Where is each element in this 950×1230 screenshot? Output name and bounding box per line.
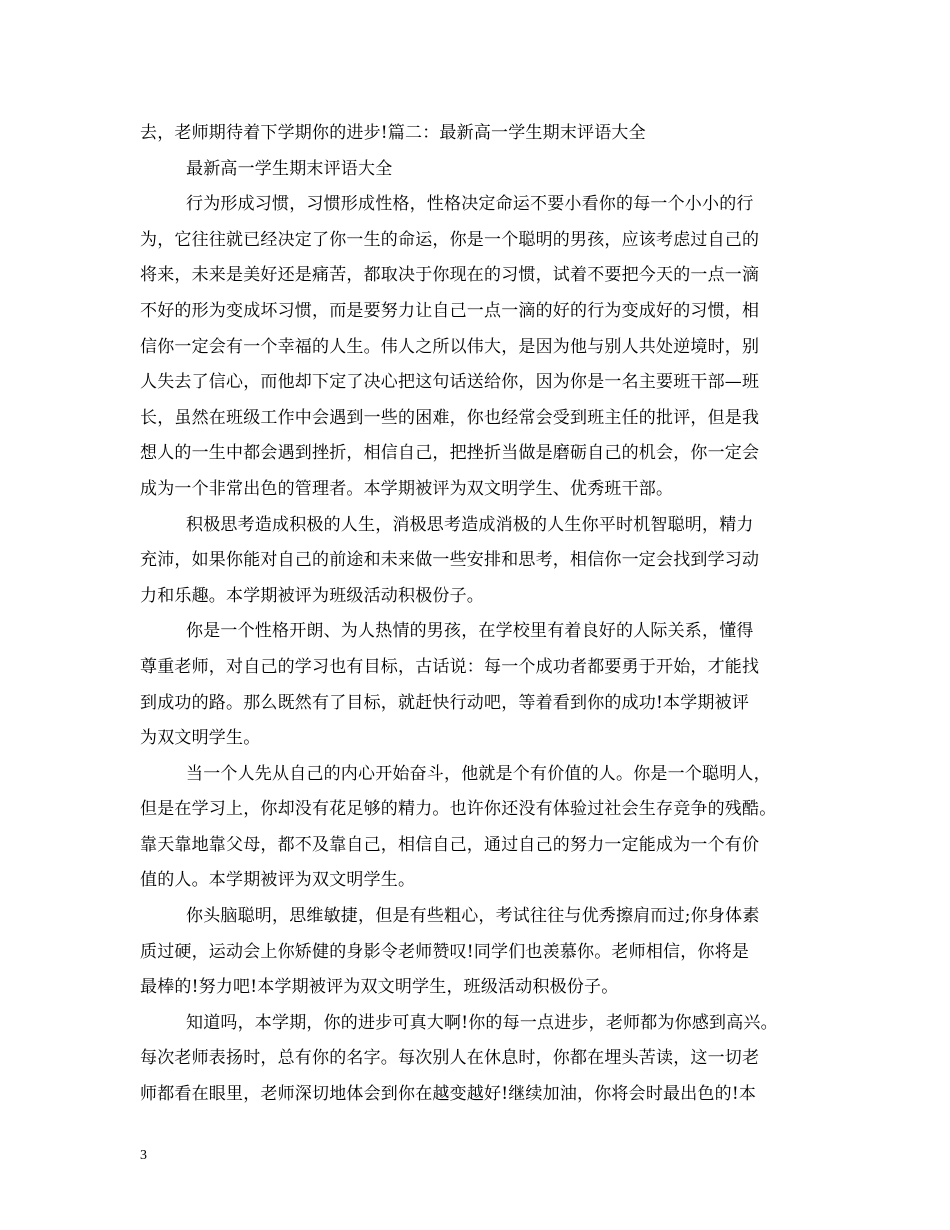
text-line: 你是一个性格开朗、为人热情的男孩，在学校里有着良好的人际关系，懂得 [186,621,754,642]
text-line: 到成功的路。那么既然有了目标，就赶快行动吧，等着看到你的成功!本学期被评 [140,692,750,713]
text-line: 师都看在眼里，老师深切地体会到你在越变越好!继续加油，你将会时最出色的!本 [140,1084,757,1105]
text-line: 当一个人先从自己的内心开始奋斗，他就是个有价值的人。你是一个聪明人， [186,763,771,784]
text-line: 为双文明学生。 [140,728,261,749]
text-line: 力和乐趣。本学期被评为班级活动积极份子。 [140,585,484,606]
page-number: 3 [140,1148,147,1163]
text-line: 行为形成习惯，习惯形成性格，性格决定命运不要小看你的每一个小小的行 [186,194,754,215]
section-heading: 最新高一学生期末评语大全 [186,158,393,179]
text-line: 长，虽然在班级工作中会遇到一些的困难，你也经常会受到班主任的批评，但是我 [140,407,760,428]
text-line: 尊重老师，对自己的学习也有目标，古话说：每一个成功者都要勇于开始，才能找 [140,656,760,677]
text-line: 值的人。本学期被评为双文明学生。 [140,870,416,891]
text-line: 每次老师表扬时，总有你的名字。每次别人在休息时，你都在埋头苦读，这一切老 [140,1048,760,1069]
text-line: 人失去了信心，而他却下定了决心把这句话送给你，因为你是一名主要班干部—班 [140,372,760,393]
text-line: 质过硬，运动会上你矫健的身影令老师赞叹!同学们也羡慕你。老师相信，你将是 [140,941,750,962]
text-line: 成为一个非常出色的管理者。本学期被评为双文明学生、优秀班干部。 [140,478,674,499]
text-line: 靠天靠地靠父母，都不及靠自己，相信自己，通过自己的努力一定能成为一个有价 [140,834,760,855]
text-line: 知道吗，本学期，你的进步可真大啊!你的每一点进步，老师都为你感到高兴。 [186,1012,778,1033]
text-line: 不好的形为变成坏习惯，而是要努力让自己一点一滴的好的行为变成好的习惯，相 [140,300,760,321]
text-line: 为，它往往就已经决定了你一生的命运，你是一个聪明的男孩，应该考虑过自己的 [140,229,760,250]
text-line: 充沛，如果你能对自己的前途和未来做一些安排和思考，相信你一定会找到学习动 [140,550,760,571]
text-line: 但是在学习上，你却没有花足够的精力。也许你还没有体验过社会生存竞争的残酷。 [140,799,777,820]
document-body [140,116,812,1113]
text-line: 想人的一生中都会遇到挫折，相信自己，把挫折当做是磨砺自己的机会，你一定会 [140,443,760,464]
text-line: 积极思考造成积极的人生，消极思考造成消极的人生你平时机智聪明，精力 [186,514,754,535]
text-line: 你头脑聪明，思维敏捷，但是有些粗心，考试往往与优秀擦肩而过;你身体素 [186,906,760,927]
text-line: 最棒的!努力吧!本学期被评为双文明学生，班级活动积极份子。 [140,977,619,998]
text-line: 将来，未来是美好还是痛苦，都取决于你现在的习惯，试着不要把今天的一点一滴 [140,265,760,286]
text-line: 去，老师期待着下学期你的进步!篇二：最新高一学生期末评语大全 [140,123,646,143]
text-line: 信你一定会有一个幸福的人生。伟人之所以伟大，是因为他与别人共处逆境时，别 [140,336,760,357]
